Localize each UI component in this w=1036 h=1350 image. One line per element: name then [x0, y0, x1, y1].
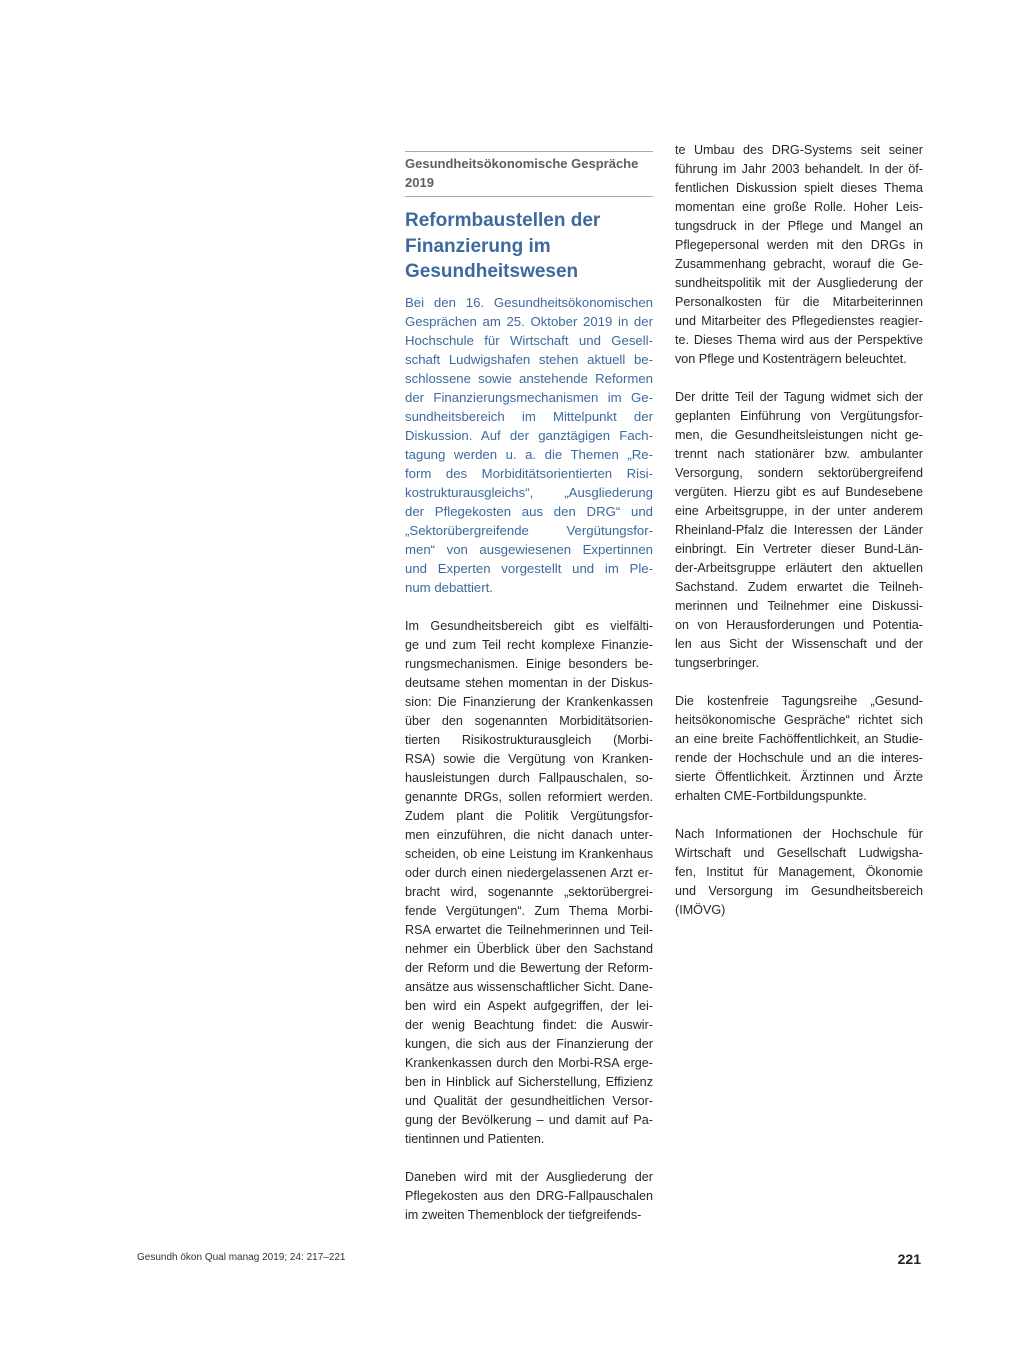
text-line: Zudem plant die Politik Vergütungsfor-	[405, 809, 653, 823]
text-line: über den sogenannten Morbiditätsorien-	[405, 714, 653, 728]
title-line: Reformbaustellen der	[405, 210, 601, 231]
text-line: Zusammenhang gebracht, worauf die Ge-	[675, 257, 923, 271]
text-line: der Pflegekosten aus den DRG“ und	[405, 504, 653, 519]
text-line: Versorgung, sondern sektorübergreifend	[675, 466, 923, 480]
rule-bottom	[405, 196, 653, 197]
text-line: sierte Öffentlichkeit. Ärztinnen und Ärzte	[675, 770, 923, 784]
text-line: Im Gesundheitsbereich gibt es vielfälti-	[405, 619, 653, 633]
text-line: Krankenkassen durch den Morbi-RSA erge-	[405, 1056, 653, 1070]
text-line: sion: Die Finanzierung der Krankenkassen	[405, 695, 653, 709]
text-line: ge und zum Teil recht komplexe Finanzie-	[405, 638, 653, 652]
text-line: Nach Informationen der Hochschule für	[675, 827, 923, 841]
text-line: führung im Jahr 2003 behandelt. In der öf-	[675, 162, 923, 176]
article-title	[405, 208, 653, 285]
text-line: on von Herausforderungen und Potentia-	[675, 618, 923, 632]
rule-top	[405, 151, 653, 152]
lead-paragraph	[405, 293, 653, 597]
text-line: „Sektorübergreifende Vergütungsfor-	[405, 523, 653, 538]
footer-citation: Gesundh ökon Qual manag 2019; 24: 217–221	[137, 1252, 346, 1263]
text-line: men einzuführen, die nicht danach unter-	[405, 828, 653, 842]
text-line: men, die Gesundheitsleistungen nicht ge-	[675, 428, 923, 442]
text-line: Pflegepersonal werden mit den DRGs in	[675, 238, 923, 252]
text-line: rungsmechanismen. Einige besonders be-	[405, 657, 653, 671]
text-line: len aus Sicht der Wissenschaft und der	[675, 637, 923, 651]
text-line: fentlichen Diskussion spielt dieses Thema	[675, 181, 923, 195]
body-paragraph	[675, 141, 923, 369]
text-line: rende der Hochschule und an die interes-	[675, 751, 923, 765]
text-line: kostrukturausgleichs“, „Ausgliederung	[405, 485, 653, 500]
text-line: hausleistungen durch Fallpauschalen, so-	[405, 771, 653, 785]
text-line: merinnen und Teilnehmer eine Diskussi-	[675, 599, 923, 613]
text-line: Sachstand. Zudem erwartet die Teilneh-	[675, 580, 923, 594]
text-line: RSA erwartet die Teilnehmerinnen und Teil-	[405, 923, 653, 937]
text-line: und Mitarbeiter des Pflegedienstes reagier-	[675, 314, 923, 328]
text-line: der Reform und die Bewertung der Reform-	[405, 961, 653, 975]
text-line: der-Arbeitsgruppe erläutert den aktuellen	[675, 561, 923, 575]
text-line: ben wird ein Aspekt aufgegriffen, der lei-	[405, 999, 653, 1013]
text-line: einbringt. Ein Vertreter dieser Bund-Län-	[675, 542, 923, 556]
text-line: schaft Ludwigshafen stehen aktuell be-	[405, 352, 653, 367]
text-line: tungserbringer.	[675, 656, 760, 670]
kicker	[405, 154, 653, 192]
text-line: ben in Hinblick auf Sicherstellung, Effizienz	[405, 1075, 653, 1089]
text-line: Pflegekosten aus den DRG-Fallpauschalen	[405, 1189, 653, 1203]
text-line: und Experten vorgestellt und im Ple-	[405, 561, 653, 576]
text-line: an eine breite Fachöffentlichkeit, an Studie-	[675, 732, 923, 746]
kicker-line: 2019	[405, 175, 434, 190]
text-line: tientinnen und Patienten.	[405, 1132, 545, 1146]
text-line: fende Vergütungen“. Zum Thema Morbi-	[405, 904, 653, 918]
text-line: trennt nach stationärer bzw. ambulanter	[675, 447, 923, 461]
text-line: Personalkosten für die Mitarbeiterinnen	[675, 295, 923, 309]
text-line: heitsökonomische Gespräche“ richtet sich	[675, 713, 923, 727]
text-line: te. Dieses Thema wird aus der Perspektive	[675, 333, 923, 347]
text-line: Bei den 16. Gesundheitsökonomischen	[405, 295, 653, 310]
body-paragraph	[405, 1168, 653, 1225]
text-line: Gesprächen am 25. Oktober 2019 in der	[405, 314, 653, 329]
title-line: Finanzierung im	[405, 235, 551, 257]
text-line: scheiden, ob eine Leistung im Krankenhaus	[405, 847, 653, 861]
text-line: bracht wird, sogenannte „sektorübergrei-	[405, 885, 653, 899]
text-line: men“ von ausgewiesenen Expertinnen	[405, 542, 653, 557]
text-line: erhalten CME-Fortbildungspunkte.	[675, 789, 867, 803]
text-line: momentan eine große Rolle. Hoher Leis-	[675, 200, 923, 214]
text-line: genannte DRGs, sollen reformiert werden.	[405, 790, 653, 804]
text-line: und Qualität der gesundheitlichen Versor-	[405, 1094, 653, 1108]
text-line: tierten Risikostrukturausgleich (Morbi-	[405, 733, 653, 747]
text-line: der Finanzierungsmechanismen im Ge-	[405, 390, 653, 405]
body-paragraph	[675, 692, 923, 806]
text-line: Wirtschaft und Gesellschaft Ludwigsha-	[675, 846, 923, 860]
text-line: geplanten Einführung von Vergütungsfor-	[675, 409, 923, 423]
text-line: Daneben wird mit der Ausgliederung der	[405, 1170, 653, 1184]
text-line: deutsame stehen momentan in der Diskus-	[405, 676, 653, 690]
page-number: 221	[897, 1251, 921, 1267]
body-paragraph	[675, 388, 923, 673]
text-line: kungen, die sich aus der Finanzierung der	[405, 1037, 653, 1051]
text-line: gung der Bevölkerung – und damit auf Pa-	[405, 1113, 653, 1127]
text-line: (IMÖVG)	[675, 903, 726, 917]
right-column-body	[675, 141, 923, 920]
text-line: ansätze aus wissenschaftlicher Sicht. Dane-	[405, 980, 653, 994]
text-line: Der dritte Teil der Tagung widmet sich der	[675, 390, 923, 404]
text-line: Diskussion. Auf der ganztägigen Fach-	[405, 428, 653, 443]
text-line: form des Morbiditätsorientierten Risi-	[405, 466, 653, 481]
text-line: eine Arbeitsgruppe, in der unter anderem	[675, 504, 923, 518]
body-paragraph	[675, 825, 923, 920]
text-line: te Umbau des DRG-Systems seit seiner	[675, 143, 923, 157]
text-line: und Versorgung im Gesundheitsbereich	[675, 884, 923, 898]
text-line: sundheitsbereich im Mittelpunkt der	[405, 409, 653, 424]
kicker-line: Gesundheitsökonomische Gespräche	[405, 156, 639, 171]
text-line: schlossene sowie anstehende Reformen	[405, 371, 653, 386]
text-line: tungsdruck in der Pflege und Mangel an	[675, 219, 923, 233]
text-line: Hochschule für Wirtschaft und Gesell-	[405, 333, 653, 348]
text-line: fen, Institut für Management, Ökonomie	[675, 865, 923, 879]
text-line: RSA) sowie die Vergütung von Kranken-	[405, 752, 653, 766]
left-column-body	[405, 617, 653, 1225]
text-line: nehmer ein Überblick über den Sachstand	[405, 942, 653, 956]
text-line: sundheitspolitik mit der Ausgliederung der	[675, 276, 923, 290]
text-line: von Pflege und Kostenträgern beleuchtet.	[675, 352, 907, 366]
title-line: Gesundheitswesen	[405, 261, 579, 282]
text-line: Die kostenfreie Tagungsreihe „Gesund-	[675, 694, 923, 708]
text-line: tagung werden u. a. die Themen „Re-	[405, 447, 653, 462]
body-paragraph	[405, 617, 653, 1149]
text-line: Rheinland-Pfalz die Interessen der Länder	[675, 523, 923, 537]
text-line: im zweiten Themenblock der tiefgreifends-	[405, 1208, 642, 1222]
text-line: oder durch einen niedergelassenen Arzt er-	[405, 866, 653, 880]
text-line: num debattiert.	[405, 580, 493, 595]
text-line: der wenig Beachtung findet: die Auswir-	[405, 1018, 653, 1032]
text-line: vergüten. Hierzu gibt es auf Bundesebene	[675, 485, 923, 499]
